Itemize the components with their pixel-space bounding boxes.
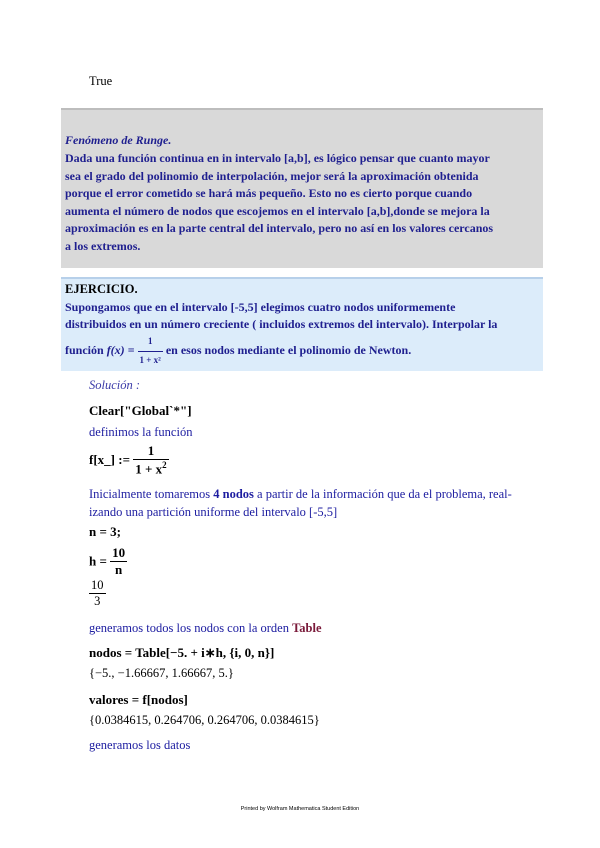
- h-output-numerator: 10: [91, 578, 104, 592]
- exercise-line3-post: en esos nodos mediante el polinomio de Newton.: [162, 342, 412, 357]
- gen-datos-text: generamos los datos: [89, 738, 191, 752]
- h-output-fraction: [89, 578, 106, 609]
- runge-paragraph: [65, 150, 543, 255]
- exercise-line3-pre: función: [65, 342, 107, 357]
- intro-paragraph: [89, 485, 549, 521]
- valores-output-cell: {0.0384615, 0.264706, 0.264706, 0.0384615}: [89, 713, 320, 727]
- h-output-cell: [89, 578, 106, 609]
- exercise-title: EJERCICIO.: [65, 282, 138, 296]
- nodos-input-cell[interactable]: nodos = Table[−5. + i∗h, {i, 0, n}]: [89, 645, 275, 660]
- f-denominator-exponent: 2: [162, 460, 167, 470]
- h-denominator: n: [115, 562, 123, 577]
- nodos-output-cell: {−5., −1.66667, 1.66667, 5.}: [89, 666, 234, 680]
- fx-label: f(x): [106, 342, 125, 357]
- true-output: True: [89, 74, 113, 88]
- gen-nodes-pre: generamos todos los nodos con la orden: [89, 621, 293, 635]
- h-fraction: [110, 545, 127, 578]
- h-numerator: 10: [112, 545, 126, 560]
- runge-line: sea el grado del polinomio de interpolación, mejor será la aproximación obtenida: [65, 168, 479, 183]
- runge-line: aproximación es en la parte central del intervalo, pero no así en los valores cercanos: [65, 221, 494, 235]
- runge-line: aumenta el número de nodos que escojemos en el intervalo [a,b],donde se mejora la: [65, 203, 490, 218]
- intro-post: a partir de la información que da el problema, real-: [253, 487, 512, 501]
- table-keyword: Table: [292, 621, 322, 635]
- f-denominator-base: 1 + x: [135, 461, 163, 477]
- f-denominator: [133, 460, 168, 477]
- fraction-denominator: 1 + x²: [139, 354, 161, 365]
- runge-title: Fenómeno de Runge.: [65, 133, 172, 147]
- intro-bold: 4 nodos: [213, 487, 254, 501]
- fraction-1-over-1-plus-x2: [138, 333, 163, 369]
- runge-line: a los extremos.: [65, 238, 141, 253]
- runge-line: porque el error cometido se hará más pequeño. Esto no es cierto porque cuando: [65, 186, 473, 200]
- f-definition-input-cell[interactable]: [89, 443, 169, 477]
- intro-pre: Inicialmente tomaremos: [89, 487, 214, 501]
- exercise-text-cell: [61, 277, 543, 371]
- f-lhs: f[x_] :=: [89, 452, 134, 468]
- n-input-cell[interactable]: n = 3;: [89, 524, 121, 539]
- runge-line: Dada una función continua en in intervalo [a,b], es lógico pensar que cuanto mayor: [65, 151, 490, 165]
- h-lhs: h =: [89, 553, 111, 569]
- exercise-line-3: [65, 333, 411, 369]
- clear-input-cell[interactable]: Clear["Global`*"]: [89, 403, 192, 418]
- solution-heading: Solución :: [89, 378, 141, 392]
- intro-line-2: izando una partición uniforme del intervalo [-5,5]: [89, 505, 338, 519]
- f-numerator: 1: [133, 443, 168, 460]
- exercise-line-1: Supongamos que en el intervalo [-5,5] elegimos cuatro nodos uniformemente: [65, 300, 456, 314]
- h-output-denominator: 3: [94, 594, 101, 608]
- gen-nodes-text: [89, 621, 322, 636]
- h-input-cell[interactable]: [89, 545, 127, 578]
- define-text: definimos la función: [89, 425, 193, 439]
- eq-sign: =: [124, 342, 138, 357]
- runge-text-cell: [61, 108, 543, 268]
- fraction-numerator: 1: [138, 333, 163, 352]
- f-fraction: [133, 443, 168, 477]
- print-footer: Printed by Wolfram Mathematica Student Edition: [240, 806, 360, 812]
- valores-input-cell[interactable]: valores = f[nodos]: [89, 692, 188, 707]
- exercise-line-2: distribuidos en un número creciente ( incluidos extremos del intervalo). Interpolar la: [65, 317, 498, 331]
